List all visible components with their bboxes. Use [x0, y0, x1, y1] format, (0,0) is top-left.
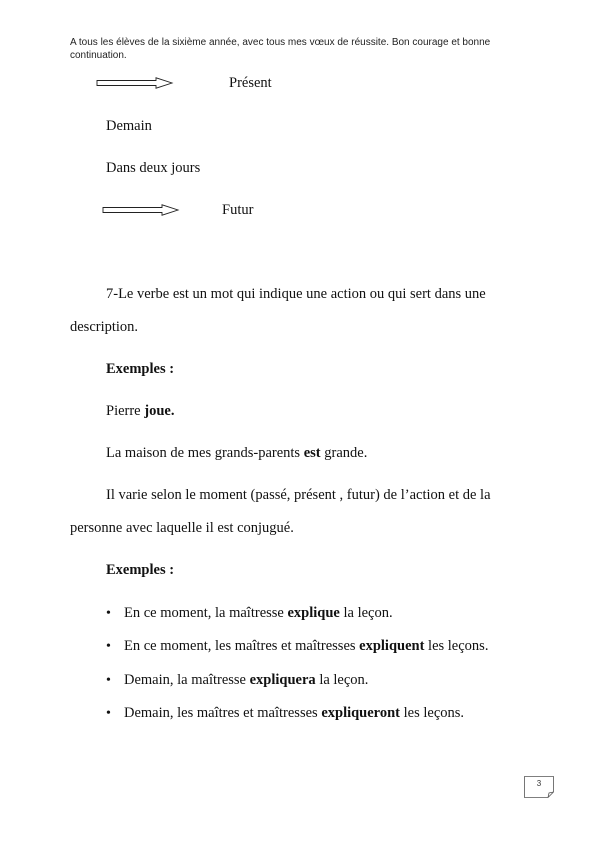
deux-jours-label: Dans deux jours: [106, 160, 201, 176]
example-text: la leçon.: [339, 605, 393, 621]
examples-heading: Exemples :: [106, 361, 175, 377]
present-label: Présent: [229, 75, 272, 91]
list-item: [106, 704, 464, 723]
example-text: la leçon.: [315, 672, 369, 688]
varie-line-1: Il varie selon le moment (passé, présent , futur) de l’action et de la: [106, 487, 491, 503]
header-dedication: A tous les élèves de la sixième année, avec tous mes vœux de réussite. Bon courage et bonne continuation.: [70, 37, 491, 61]
verb-bold: explique: [287, 605, 340, 621]
list-item: [106, 604, 393, 623]
varie-line-2: personne avec laquelle il est conjugué.: [70, 520, 294, 536]
example-text: Demain, les maîtres et maîtresses: [124, 705, 322, 721]
example-text: Pierre: [106, 403, 145, 419]
verb-bold: joue.: [144, 403, 175, 419]
example-text: Demain, la maîtresse: [124, 672, 250, 688]
definition-line-1: 7-Le verbe est un mot qui indique une action ou qui sert dans une: [106, 286, 486, 302]
example-text: En ce moment, les maîtres et maîtresses: [124, 638, 360, 654]
verb-bold: expliquent: [359, 638, 425, 654]
right-arrow-icon: [96, 77, 174, 89]
futur-label: Futur: [222, 202, 254, 218]
example-text: En ce moment, la maîtresse: [124, 605, 288, 621]
right-arrow-icon: [102, 204, 180, 216]
demain-label: Demain: [106, 118, 152, 134]
example-pierre: [106, 402, 174, 420]
verb-bold: expliquera: [249, 672, 316, 688]
example-text: les leçons.: [400, 705, 465, 721]
example-text: grande.: [320, 445, 368, 461]
bullet-icon: •: [106, 706, 111, 721]
example-text: La maison de mes grands-parents: [106, 445, 304, 461]
examples-heading: Exemples :: [106, 562, 175, 578]
definition-line-2: description.: [70, 319, 139, 335]
example-maison: [106, 444, 367, 462]
verb-bold: est: [303, 445, 321, 461]
example-text: les leçons.: [424, 638, 489, 654]
list-item: [106, 637, 488, 656]
verb-bold: expliqueront: [321, 705, 401, 721]
bullet-icon: •: [106, 606, 111, 621]
list-item: [106, 671, 368, 690]
bullet-icon: •: [106, 639, 111, 654]
page-number: 3: [536, 779, 542, 788]
page-number-box: [524, 776, 554, 798]
bullet-icon: •: [106, 673, 111, 688]
